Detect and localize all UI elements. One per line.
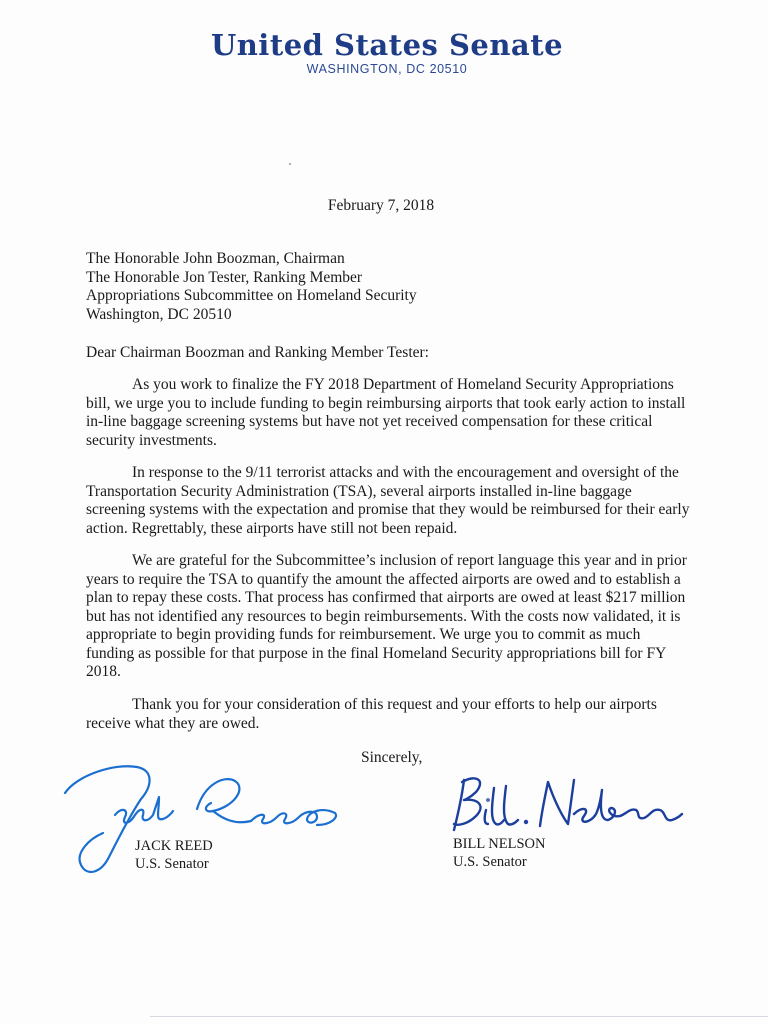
address-line: The Honorable Jon Tester, Ranking Member <box>86 268 363 286</box>
paragraph-line: funding as possible for that purpose in the final Homeland Security appropriations bill for FY <box>86 644 667 662</box>
paragraph-line: plan to repay these costs. That process has confirmed that airports are owed at least $217 million <box>86 589 686 606</box>
address-line: Appropriations Subcommittee on Homeland Security <box>86 287 417 304</box>
paper-speck <box>289 163 291 165</box>
paragraph-line: In response to the 9/11 terrorist attacks and with the encouragement and oversight of the <box>132 464 679 481</box>
body-paragraph <box>86 552 687 682</box>
signatory-title: U.S. Senator <box>453 854 527 870</box>
letterhead-title: United States Senate <box>210 28 564 62</box>
paragraph-line: As you work to finalize the FY 2018 Department of Homeland Security Appropriations <box>132 376 674 393</box>
letterhead-city: WASHINGTON, DC 20510 <box>306 62 468 76</box>
body-paragraph <box>86 376 686 450</box>
paragraph-line: but has not identified any resources to begin reimbursements. With the costs now validated, it is <box>86 607 681 625</box>
body-paragraph <box>86 464 690 538</box>
paragraph-line: action. Regrettably, these airports have still not been repaid. <box>86 519 458 537</box>
letterhead <box>0 28 768 76</box>
address-line: Washington, DC 20510 <box>86 305 232 323</box>
recipient-address <box>86 250 686 324</box>
signatory-name: JACK REED <box>135 838 213 854</box>
scan-edge-line <box>150 1016 768 1017</box>
paragraph-line: receive what they are owed. <box>86 714 260 732</box>
letter-date: February 7, 2018 <box>327 197 435 214</box>
address-line: The Honorable John Boozman, Chairman <box>86 250 345 267</box>
body-paragraph <box>86 696 674 733</box>
paragraph-line: Transportation Security Administration (TSA), several airports installed in-line baggage <box>86 482 632 500</box>
paragraph-line: Thank you for your consideration of this request and your efforts to help our airports <box>132 696 657 713</box>
paragraph-line: appropriate to begin providing funds for reimbursement. We urge you to commit as much <box>86 626 641 643</box>
paragraph-line: bill, we urge you to include funding to begin reimbursing airports that took early action to install <box>86 394 686 412</box>
signatory-name: BILL NELSON <box>453 836 546 852</box>
paragraph-line: We are grateful for the Subcommittee’s inclusion of report language this year and in prior <box>132 552 687 569</box>
signatory-title: U.S. Senator <box>135 856 209 872</box>
paragraph-line: years to require the TSA to quantify the amount the affected airports are owed and to establish a <box>86 570 681 588</box>
paragraph-line: 2018. <box>86 663 121 680</box>
closing: Sincerely, <box>361 749 423 766</box>
paragraph-line: in-line baggage screening systems but have not yet received compensation for these critical <box>86 413 653 430</box>
bill-nelson-signature <box>450 770 685 840</box>
paragraph-line: security investments. <box>86 431 217 449</box>
paragraph-line: screening systems with the expectation and promise that they would be reimbursed for their early <box>86 501 690 518</box>
salutation: Dear Chairman Boozman and Ranking Member Tester: <box>86 344 429 361</box>
